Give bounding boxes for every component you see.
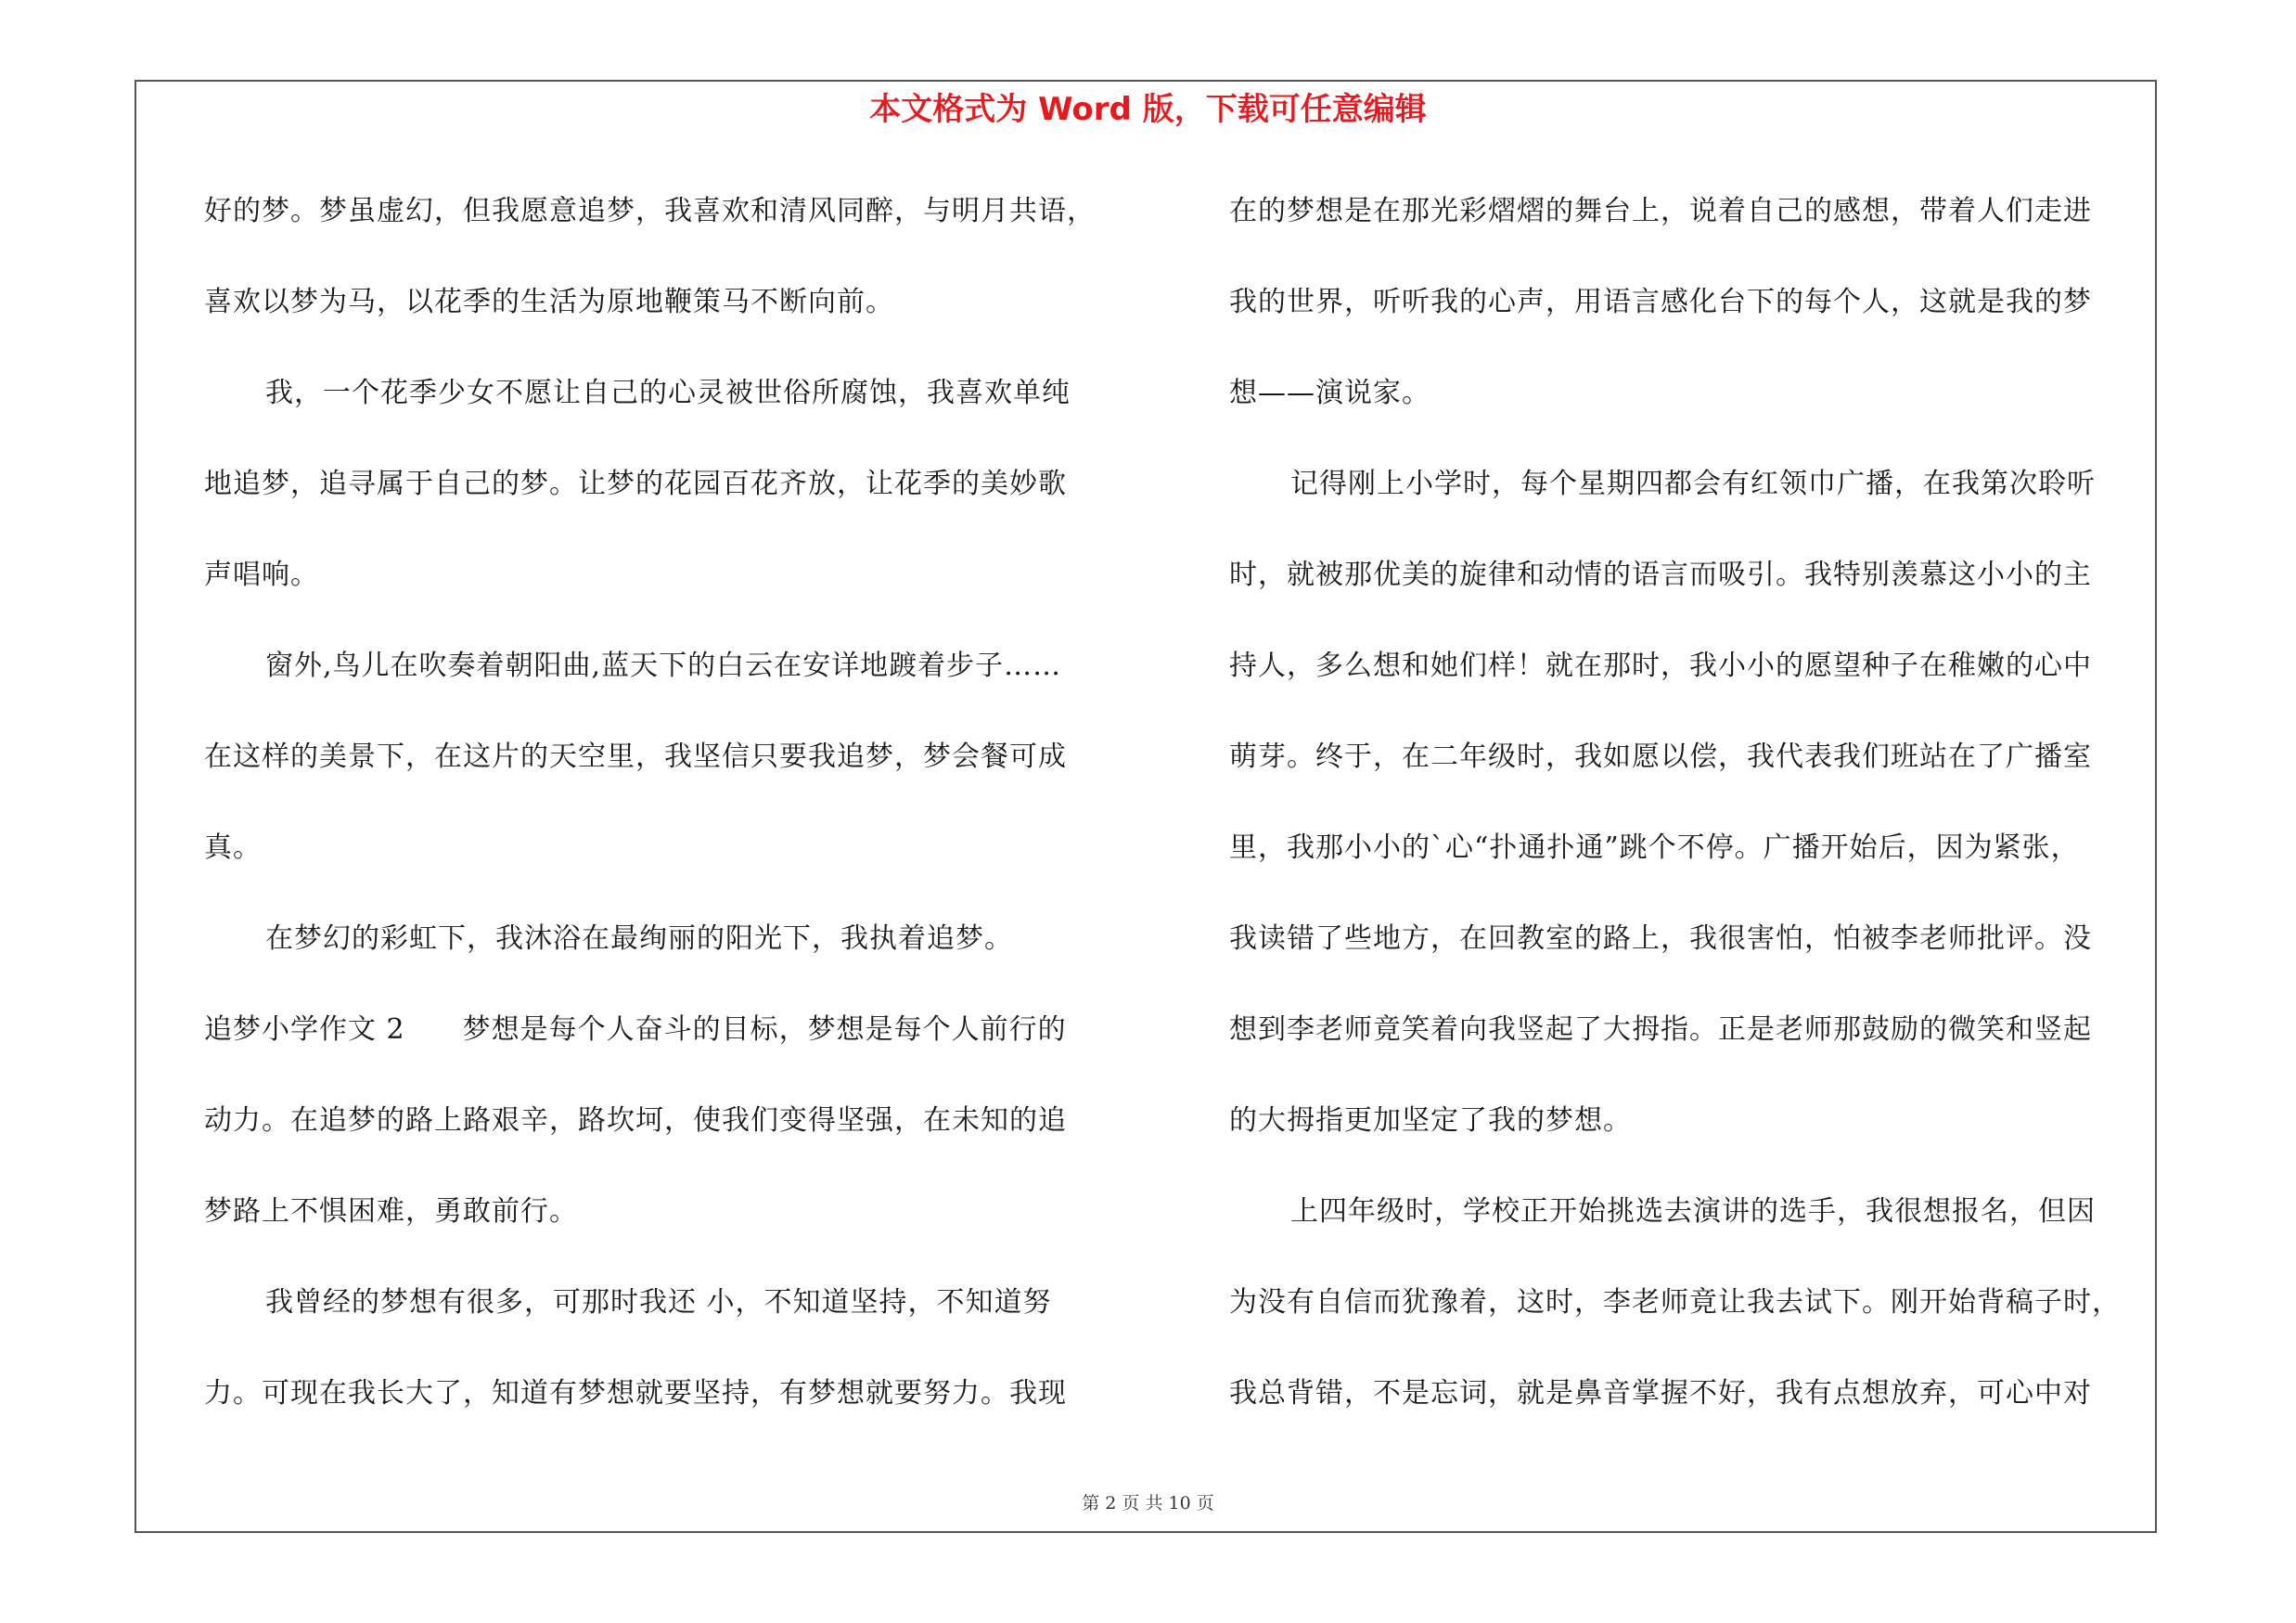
left-text-column: [204, 182, 1160, 1455]
text-line: 喜欢以梦为马，以花季的生活为原地鞭策马不断向前。: [204, 286, 894, 318]
text-line: 窗外,鸟儿在吹奏着朝阳曲,蓝天下的白云在安详地踱着步子……: [265, 650, 1062, 682]
text-line: 记得刚上小学时，每个星期四都会有红领巾广播，在我第次聆听: [1290, 468, 2096, 500]
text-line: 持人，多么想和她们样！就在那时，我小小的愿望种子在稚嫩的心中: [1229, 650, 2092, 682]
text-line: 真。: [204, 831, 262, 864]
text-line: 声唱响。: [204, 559, 319, 591]
text-line: 我读错了些地方，在回教室的路上，我很害怕，怕被李老师批评。没: [1229, 922, 2092, 955]
text-line: 想——演说家。: [1229, 377, 1430, 409]
format-banner: 本文格式为 Word 版，下载可任意编辑: [869, 91, 1427, 128]
text-line: 追梦小学作文 2 梦想是每个人奋斗的目标，梦想是每个人前行的: [204, 1013, 1067, 1046]
text-line: 在的梦想是在那光彩熠熠的舞台上，说着自己的感想，带着人们走进: [1229, 195, 2092, 227]
text-line: 我的世界，听听我的心声，用语言感化台下的每个人，这就是我的梦: [1229, 286, 2092, 318]
page-number-footer: 第 2 页 共 10 页: [1082, 1493, 1214, 1514]
text-line: 我曾经的梦想有很多，可那时我还 小，不知道坚持，不知道努: [265, 1286, 1052, 1319]
text-line: 为没有自信而犹豫着，这时，李老师竟让我去试下。刚开始背稿子时，: [1229, 1286, 2121, 1319]
text-line: 好的梦。梦虽虚幻，但我愿意追梦，我喜欢和清风同醉，与明月共语，: [204, 195, 1096, 227]
text-line: 在这样的美景下，在这片的天空里，我坚信只要我追梦，梦会餐可成: [204, 741, 1067, 773]
text-line: 梦路上不惧困难，勇敢前行。: [204, 1195, 578, 1228]
text-line: 的大拇指更加坚定了我的梦想。: [1229, 1104, 1632, 1137]
text-line: 力。可现在我长大了，知道有梦想就要坚持，有梦想就要努力。我现: [204, 1377, 1067, 1410]
right-text-column: [1229, 182, 2166, 1455]
text-line: 动力。在追梦的路上路艰辛，路坎坷，使我们变得坚强，在未知的追: [204, 1104, 1067, 1137]
text-line: 在梦幻的彩虹下，我沐浴在最绚丽的阳光下，我执着追梦。: [265, 922, 1013, 955]
text-line: 时，就被那优美的旋律和动情的语言而吸引。我特别羡慕这小小的主: [1229, 559, 2092, 591]
text-line: 上四年级时，学校正开始挑选去演讲的选手，我很想报名，但因: [1290, 1195, 2096, 1228]
text-line: 我，一个花季少女不愿让自己的心灵被世俗所腐蚀，我喜欢单纯: [265, 377, 1071, 409]
text-line: 我总背错，不是忘词，就是鼻音掌握不好，我有点想放弃，可心中对: [1229, 1377, 2092, 1410]
text-line: 想到李老师竟笑着向我竖起了大拇指。正是老师那鼓励的微笑和竖起: [1229, 1013, 2092, 1046]
text-line: 地追梦，追寻属于自己的梦。让梦的花园百花齐放，让花季的美妙歌: [204, 468, 1067, 500]
text-line: 萌芽。终于，在二年级时，我如愿以偿，我代表我们班站在了广播室: [1229, 741, 2092, 773]
text-line: 里，我那小小的`心“扑通扑通”跳个不停。广播开始后，因为紧张，: [1229, 831, 2080, 864]
